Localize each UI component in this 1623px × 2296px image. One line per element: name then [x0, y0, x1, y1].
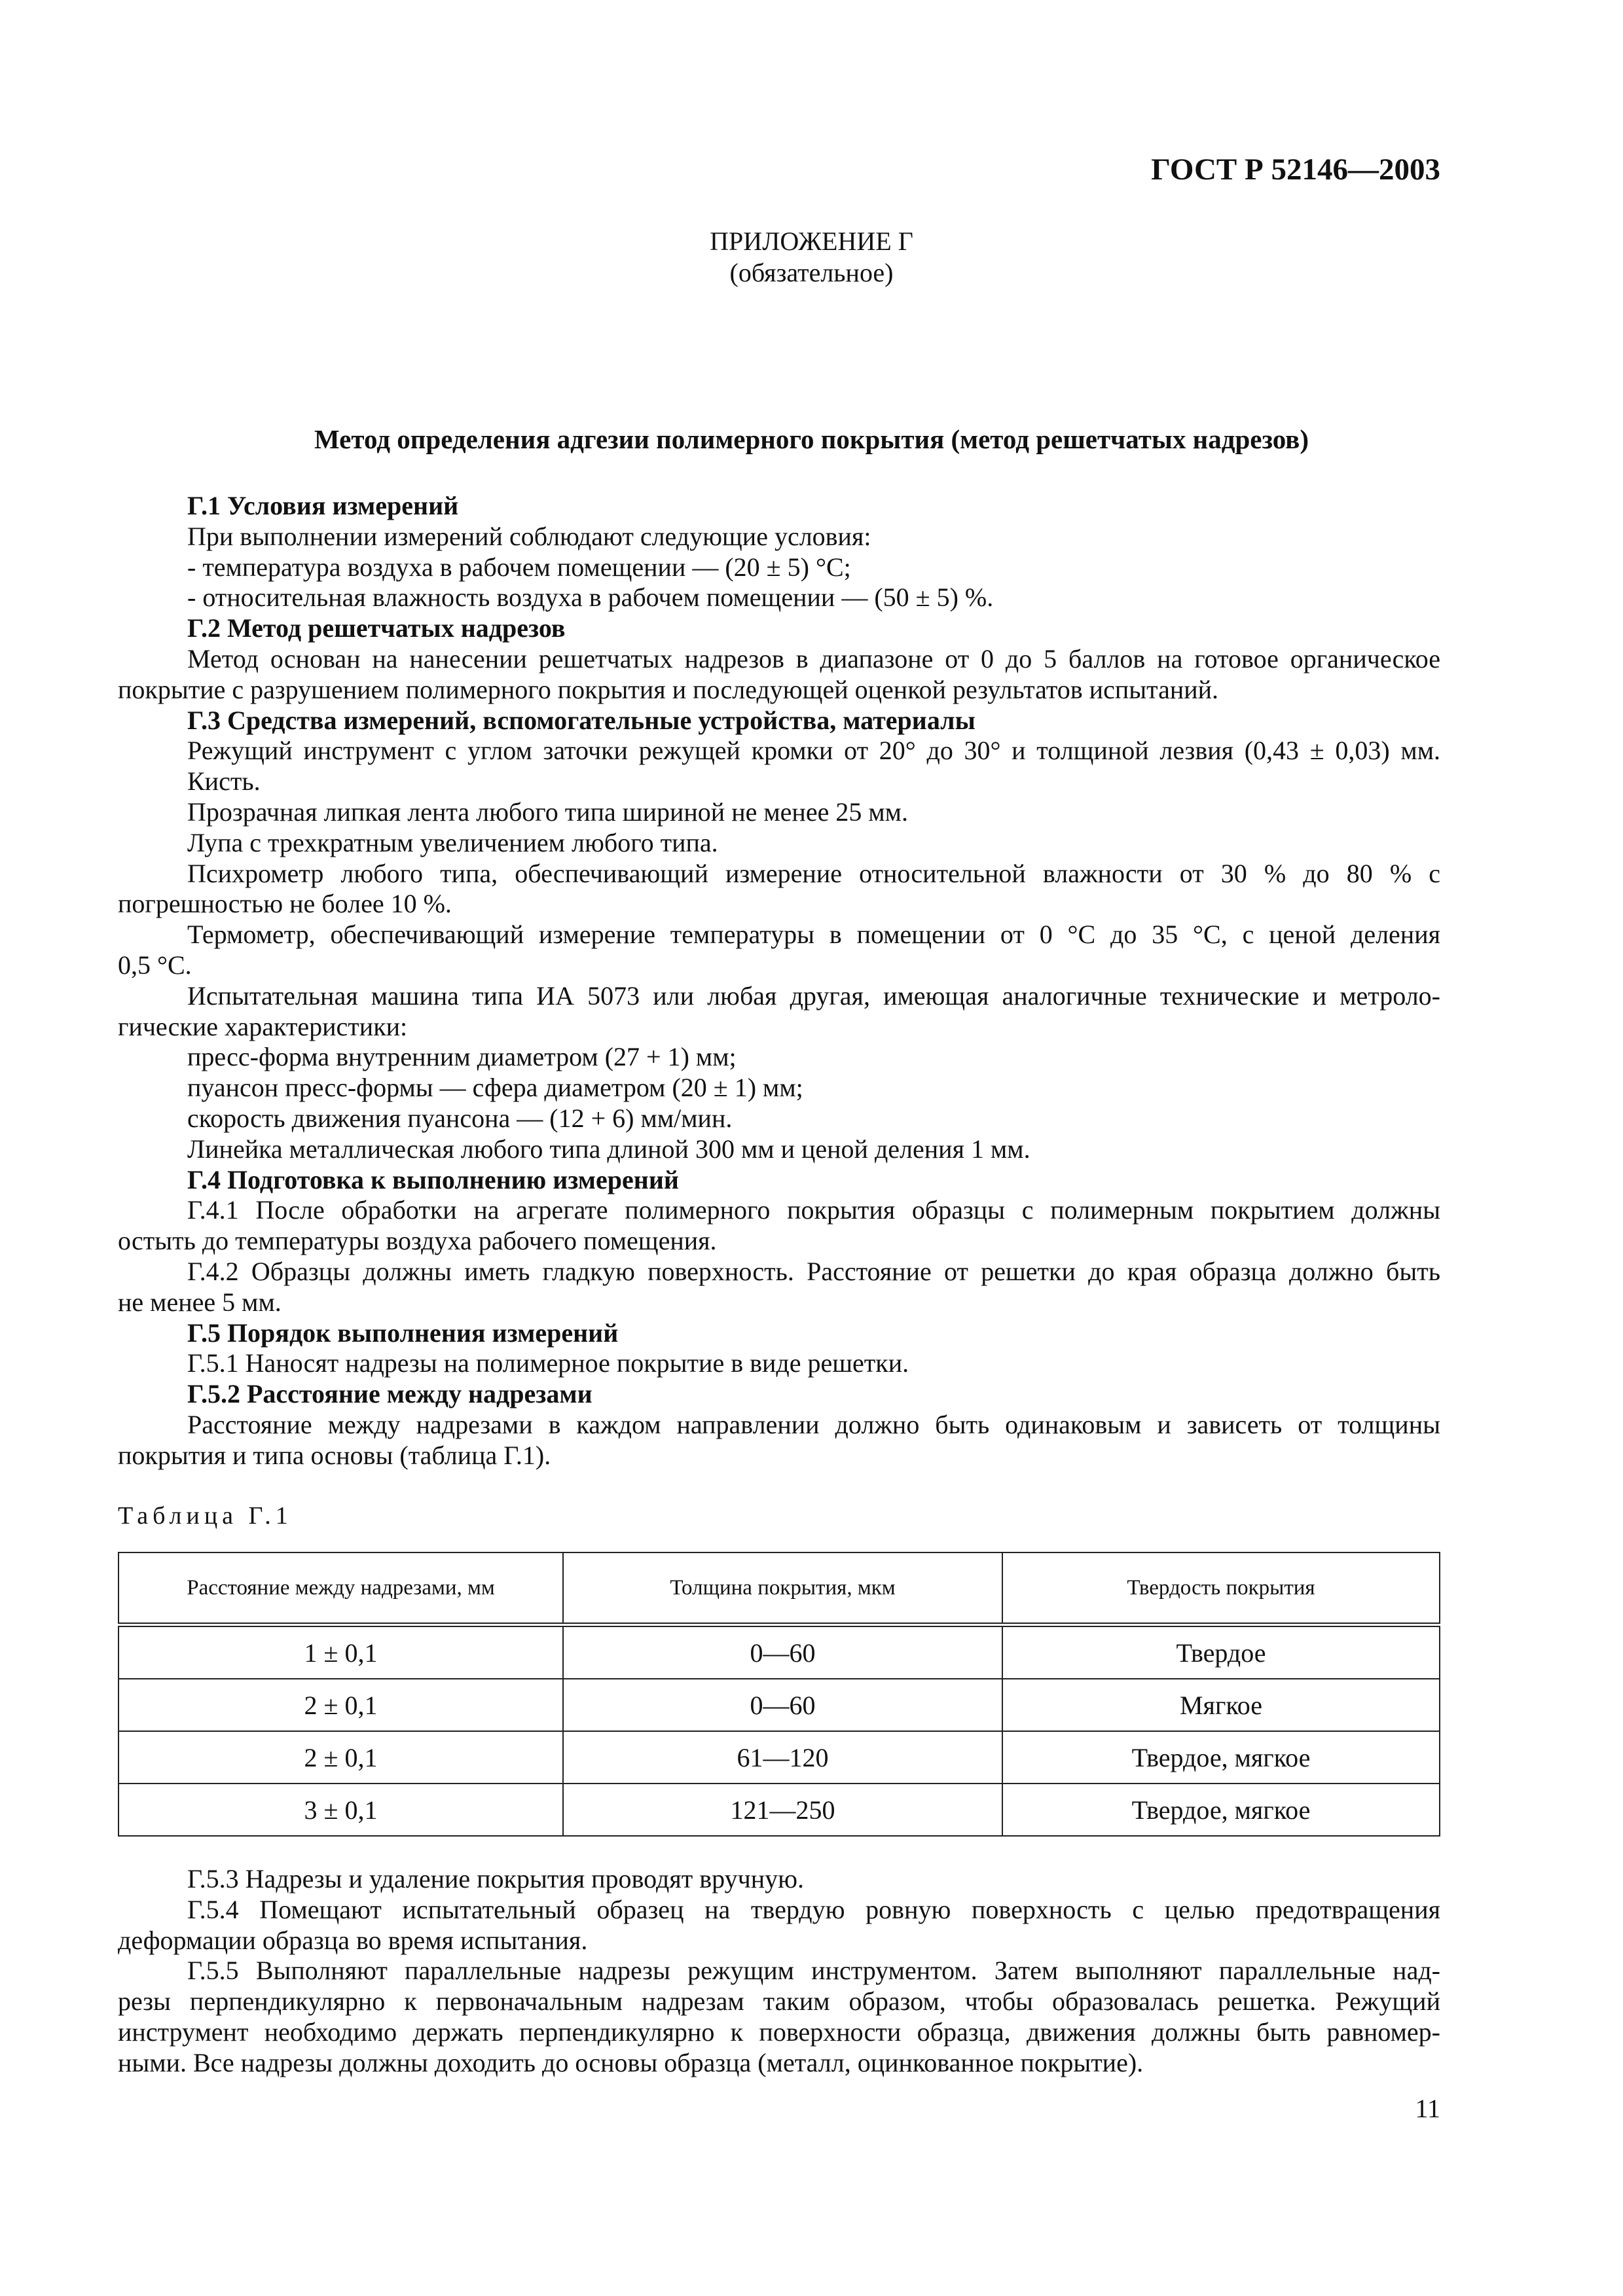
text-line: не менее 5 мм. — [118, 1287, 282, 1317]
text-line: деформации образца во время испытания. — [118, 1925, 588, 1955]
section-heading — [118, 613, 1440, 644]
appendix-status: (обязательное) — [729, 258, 894, 287]
table-cell: 2 ± 0,1 — [119, 1731, 563, 1784]
text-line: Г.4 Подготовка к выполнению измерений — [187, 1164, 679, 1194]
text-line: Г.5.3 Надрезы и удаление покрытия проводят вручную. — [187, 1864, 805, 1893]
paragraph — [118, 1257, 1440, 1318]
text-line: Психрометр любого типа, обеспечивающий измерение относительной влажности от 30 % до 80 % с — [187, 858, 1440, 888]
paragraph — [118, 920, 1440, 981]
text-line: Г.1 Условия измерений — [187, 491, 459, 520]
text-line: пресс-форма внутренним диаметром (27 + 1) мм; — [187, 1042, 737, 1072]
text-line: остыть до температуры воздуха рабочего помещения. — [118, 1226, 717, 1256]
paragraph — [118, 1073, 1440, 1103]
column-header: Твердость покрытия — [1002, 1552, 1440, 1625]
text-line: инструмент необходимо держать перпендикулярно к поверхности образца, движения должны быть равномер- — [118, 2017, 1440, 2047]
text-line: Г.4.2 Образцы должны иметь гладкую поверхность. Расстояние от решетки до края образца должно быть — [187, 1256, 1440, 1286]
text-line: 0,5 °С. — [118, 950, 192, 980]
page-number: 11 — [1415, 2094, 1440, 2123]
text-line: Прозрачная липкая лента любого типа шириной не менее 25 мм. — [187, 797, 908, 827]
section-heading — [118, 1379, 1440, 1410]
paragraph — [118, 1134, 1440, 1165]
paragraph — [118, 644, 1440, 706]
paragraph — [118, 1042, 1440, 1073]
text-line: Г.2 Метод решетчатых надрезов — [187, 613, 566, 643]
column-header: Расстояние между надрезами, мм — [119, 1552, 563, 1625]
table-row — [119, 1679, 1440, 1731]
text-line: покрытия и типа основы (таблица Г.1). — [118, 1440, 551, 1470]
text-line: Г.4.1 После обработки на агрегате полимерного покрытия образцы с полимерным покрытием должны — [187, 1195, 1440, 1225]
section-heading — [118, 1318, 1440, 1349]
section-heading — [118, 706, 1440, 736]
table-row — [119, 1784, 1440, 1836]
text-line: Г.5.5 Выполняют параллельные надрезы режущим инструментом. Затем выполняют параллельные над- — [187, 1956, 1440, 1986]
paragraph — [118, 859, 1440, 920]
text-line: Кисть. — [187, 766, 261, 797]
text-line: Лупа с трехкратным увеличением любого типа. — [187, 827, 718, 857]
paragraph — [118, 828, 1440, 859]
column-header: Толщина покрытия, мкм — [563, 1552, 1002, 1625]
paragraph — [118, 1195, 1440, 1257]
table-cell: 0—60 — [563, 1679, 1002, 1731]
text-line: Линейка металлическая любого типа длиной 300 мм и ценой деления 1 мм. — [187, 1134, 1030, 1164]
body-text-section-2 — [118, 1864, 1440, 2079]
paragraph — [118, 766, 1440, 797]
table-row — [119, 1731, 1440, 1784]
text-line: - относительная влажность воздуха в рабочем помещении — (50 ± 5) %. — [187, 583, 994, 613]
text-line: Г.5.2 Расстояние между надрезами — [187, 1379, 593, 1409]
spacing-table — [118, 1552, 1440, 1837]
appendix-label: ПРИЛОЖЕНИЕ Г — [710, 226, 913, 256]
paragraph — [118, 1956, 1440, 2078]
text-line: резы перпендикулярно к первоначальным надрезам таким образом, чтобы образовалась решетка. Режущий — [118, 1986, 1440, 2017]
section-heading — [118, 491, 1440, 522]
section-heading — [118, 1165, 1440, 1196]
paragraph — [118, 1410, 1440, 1471]
table-cell: 1 ± 0,1 — [119, 1625, 563, 1679]
text-line: пуансон пресс-формы — сфера диаметром (20 ± 1) мм; — [187, 1073, 803, 1103]
text-line: Режущий инструмент с углом заточки режущей кромки от 20° до 30° и толщиной лезвия (0,43 ± 0,03) мм. — [187, 736, 1440, 766]
text-line: Г.5.1 Наносят надрезы на полимерное покрытие в виде решетки. — [187, 1348, 909, 1378]
text-line: - температура воздуха в рабочем помещении — (20 ± 5) °С; — [187, 552, 851, 582]
text-line: гические характеристики: — [118, 1011, 408, 1041]
text-line: Термометр, обеспечивающий измерение температуры в помещении от 0 °С до 35 °С, с ценой деления — [187, 920, 1440, 950]
table-cell: 2 ± 0,1 — [119, 1679, 563, 1731]
text-line: Испытательная машина типа ИА 5073 или любая другая, имеющая аналогичные технические и метроло- — [187, 980, 1440, 1011]
table-row — [119, 1625, 1440, 1679]
text-line: Г.5 Порядок выполнения измерений — [187, 1318, 619, 1348]
paragraph — [118, 552, 1440, 583]
table-cell: Твердое, мягкое — [1002, 1784, 1440, 1836]
table-header-row — [119, 1552, 1440, 1625]
text-line: погрешностью не более 10 %. — [118, 889, 452, 919]
standard-number: ГОСТ Р 52146—2003 — [1151, 152, 1440, 187]
text-line: Г.5.4 Помещают испытательный образец на твердую ровную поверхность с целью предотвращения — [187, 1894, 1440, 1924]
text-line: Метод основан на нанесении решетчатых надрезов в диапазоне от 0 до 5 баллов на готовое органическое — [187, 643, 1440, 673]
paragraph — [118, 1348, 1440, 1379]
table-cell: 121—250 — [563, 1784, 1002, 1836]
table-cell: Мягкое — [1002, 1679, 1440, 1731]
table-cell: 61—120 — [563, 1731, 1002, 1784]
table-cell: Твердое — [1002, 1625, 1440, 1679]
text-line: ными. Все надрезы должны доходить до основы образца (металл, оцинкованное покрытие). — [118, 2047, 1144, 2077]
paragraph — [118, 1103, 1440, 1134]
paragraph — [118, 522, 1440, 552]
text-line: Расстояние между надрезами в каждом направлении должно быть одинаковым и зависеть от толщины — [187, 1409, 1440, 1439]
body-text-section-1 — [118, 491, 1440, 1471]
text-line: скорость движения пуансона — (12 + 6) мм/мин. — [187, 1103, 733, 1133]
table-cell: 0—60 — [563, 1625, 1002, 1679]
paragraph — [118, 981, 1440, 1043]
text-line: При выполнении измерений соблюдают следующие условия: — [187, 521, 871, 551]
text-line: Г.3 Средства измерений, вспомогательные устройства, материалы — [187, 705, 976, 735]
paragraph — [118, 1895, 1440, 1956]
paragraph — [118, 583, 1440, 613]
text-line: покрытие с разрушением полимерного покрытия и последующей оценкой результатов испытаний. — [118, 674, 1219, 704]
document-title: Метод определения адгезии полимерного покрытия (метод решетчатых надрезов) — [314, 424, 1309, 454]
table-cell: 3 ± 0,1 — [119, 1784, 563, 1836]
table-caption: Таблица Г.1 — [118, 1502, 293, 1530]
table-cell: Твердое, мягкое — [1002, 1731, 1440, 1784]
paragraph — [118, 1864, 1440, 1895]
appendix-heading — [0, 226, 1623, 289]
paragraph — [118, 797, 1440, 828]
paragraph — [118, 736, 1440, 766]
